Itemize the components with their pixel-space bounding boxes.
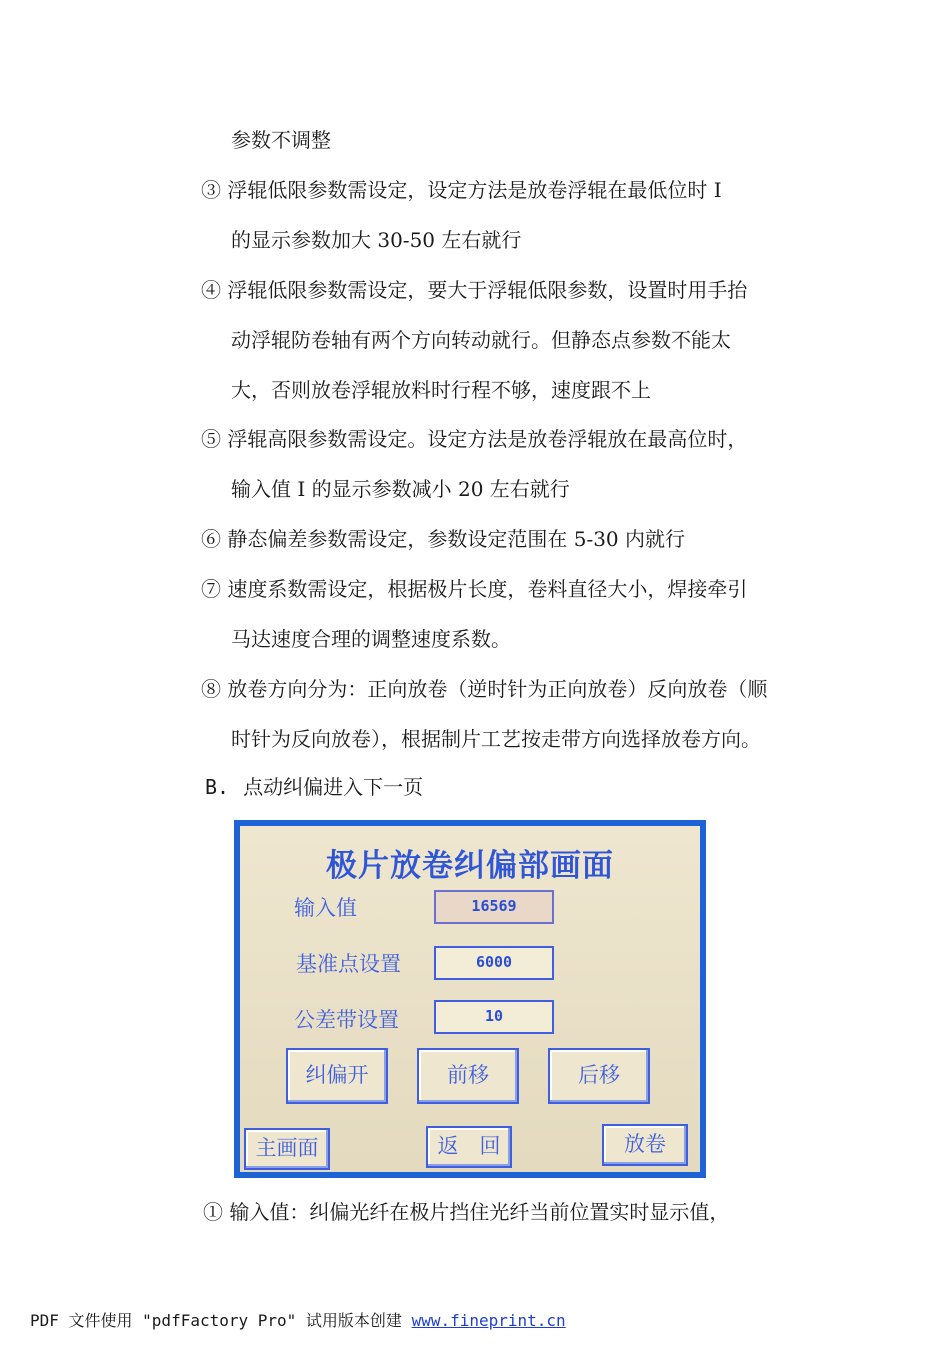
footer-link[interactable]: www.fineprint.cn — [411, 1311, 566, 1330]
hmi-datum-label: 基准点设置 — [296, 952, 401, 976]
body-line-2: ③ 浮辊低限参数需设定，设定方法是放卷浮辊在最低位时 I — [201, 178, 722, 202]
hmi-main-screen-button[interactable]: 主画面 — [244, 1128, 330, 1170]
hmi-input-label: 输入值 — [294, 896, 357, 920]
body-line-11: 马达速度合理的调整速度系数。 — [231, 627, 511, 651]
footer-text: PDF 文件使用 "pdfFactory Pro" 试用版本创建 — [30, 1311, 412, 1330]
body-line-10: ⑦ 速度系数需设定，根据极片长度，卷料直径大小，焊接牵引 — [201, 577, 748, 601]
section-b-letter: B. — [205, 775, 230, 799]
hmi-input-value: 16569 — [434, 890, 554, 924]
body-line-3: 的显示参数加大 30-50 左右就行 — [231, 228, 522, 252]
body-line-12: ⑧ 放卷方向分为：正向放卷（逆时针为正向放卷）反向放卷（顺 — [201, 677, 768, 701]
section-b-text: 点动纠偏进入下一页 — [243, 775, 424, 799]
hmi-backward-button[interactable]: 后移 — [548, 1048, 650, 1104]
body-line-4: ④ 浮辊低限参数需设定，要大于浮辊低限参数，设置时用手抬 — [201, 278, 748, 302]
hmi-datum-field[interactable]: 6000 — [434, 946, 554, 980]
hmi-tolerance-field[interactable]: 10 — [434, 1000, 554, 1034]
hmi-unwind-button[interactable]: 放卷 — [602, 1124, 688, 1166]
footer — [30, 1308, 566, 1331]
hmi-panel — [240, 826, 700, 1172]
body-line-1: 参数不调整 — [231, 128, 331, 152]
body-line-6: 大，否则放卷浮辊放料时行程不够，速度跟不上 — [231, 378, 651, 402]
body-line-5: 动浮辊防卷轴有两个方向转动就行。但静态点参数不能太 — [231, 328, 731, 352]
body-line-7: ⑤ 浮辊高限参数需设定。设定方法是放卷浮辊放在最高位时， — [201, 427, 748, 451]
body-line-9: ⑥ 静态偏差参数需设定，参数设定范围在 5-30 内就行 — [201, 527, 686, 551]
hmi-screenshot — [234, 820, 706, 1178]
body-line-13: 时针为反向放卷），根据制片工艺按走带方向选择放卷方向。 — [231, 727, 761, 751]
hmi-return-button[interactable]: 返 回 — [426, 1126, 512, 1168]
section-b-heading — [205, 773, 423, 801]
body-line-8: 输入值 I 的显示参数减小 20 左右就行 — [231, 477, 570, 501]
hmi-tolerance-label: 公差带设置 — [294, 1008, 399, 1032]
hmi-title: 极片放卷纠偏部画面 — [326, 848, 614, 884]
hmi-correction-on-button[interactable]: 纠偏开 — [286, 1048, 388, 1104]
body-line-last: ① 输入值：纠偏光纤在极片挡住光纤当前位置实时显示值， — [203, 1200, 730, 1224]
hmi-forward-button[interactable]: 前移 — [417, 1048, 519, 1104]
